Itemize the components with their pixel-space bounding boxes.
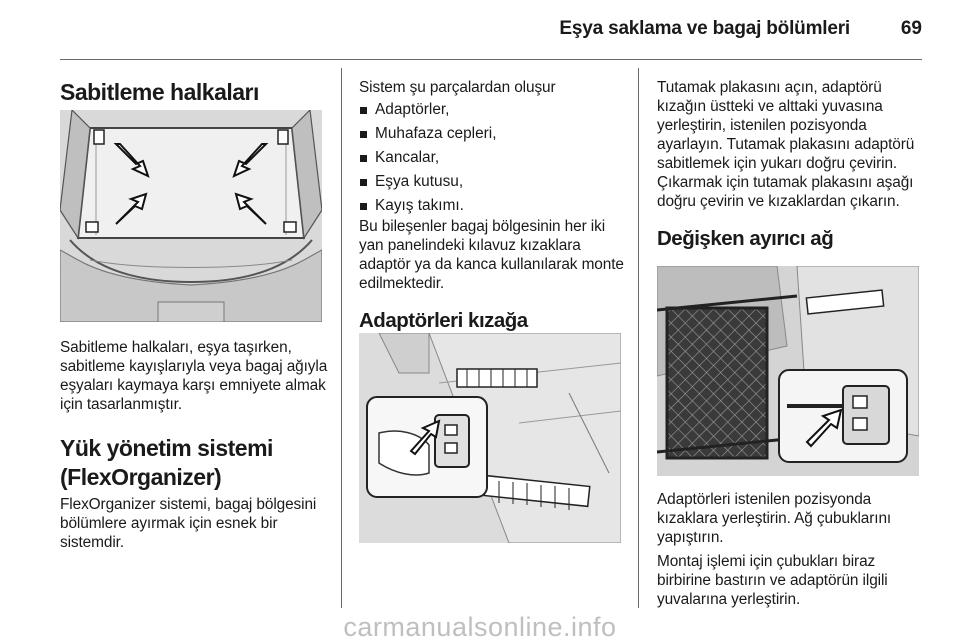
- heading-insert-adapters: Adaptörleri kızağa: [359, 309, 528, 332]
- net-illustration-svg: [657, 266, 919, 476]
- column-3: [657, 78, 923, 252]
- column-1: [60, 78, 328, 107]
- system-parts-intro: Sistem şu parçalardan oluşur: [359, 79, 556, 96]
- heading-tie-down-rings: Sabitleme halkaları: [60, 79, 259, 105]
- column-divider-1: [341, 68, 342, 608]
- page-number: 69: [900, 18, 922, 39]
- list-item: Kayış takımı.: [359, 194, 627, 218]
- adapter-illustration-svg: [359, 333, 621, 543]
- system-parts-list: [359, 98, 627, 218]
- paragraph-tie-down-rings: Sabitleme halkaları, eşya taşırken, sabitleme kayışlarıyla veya bagaj ağıyla eşyaları kaymaya karşı emniyete almak için tasarlanmıştır.: [60, 339, 328, 413]
- header-rule: [60, 59, 922, 60]
- heading-flexorganizer: Yük yönetim sistemi (FlexOrganizer): [60, 435, 273, 490]
- trunk-illustration-svg: [60, 110, 322, 322]
- paragraph-components: Bu bileşenler bagaj bölgesinin her iki yan panelindeki kılavuz kızaklara adaptör ya da kanca kullanılarak monte edilmektedir.: [359, 218, 624, 292]
- divider-net-illustration: [657, 266, 919, 476]
- list-item: Adaptörler,: [359, 98, 627, 122]
- column-divider-2: [638, 68, 639, 608]
- column-3-body: [657, 490, 923, 609]
- column-1-body: [60, 338, 328, 552]
- column-2: [359, 78, 627, 361]
- watermark-text: carmanualsonline.info: [343, 612, 617, 642]
- paragraph-handle-plate: Tutamak plakasını açın, adaptörü kızağın üstteki ve alttaki yuvasına yerleştirin, istenilen pozisyonda ayarlayın. Tutamak plakasını adaptörü sabitlemek için yukarı doğru çevirin. Çıkarmak için tutamak plakasını aşağı doğru çevirin ve kızaklardan çıkarın.: [657, 79, 915, 210]
- page-header-title: Eşya saklama ve bagaj bölümleri: [559, 18, 850, 39]
- list-item: Eşya kutusu,: [359, 170, 627, 194]
- list-item: Muhafaza cepleri,: [359, 122, 627, 146]
- trunk-tie-down-rings-illustration: [60, 110, 322, 322]
- heading-variable-divider-net: Değişken ayırıcı ağ: [657, 227, 834, 250]
- paragraph-mount-rods: Montaj işlemi için çubukları biraz birbirine bastırın ve adaptörün ilgili yuvalarına yerleştirin.: [657, 553, 888, 608]
- paragraph-insert-adapters-net: Adaptörleri istenilen pozisyonda kızaklara yerleştirin. Ağ çubuklarını yapıştırın.: [657, 491, 892, 546]
- paragraph-flexorganizer: FlexOrganizer sistemi, bagaj bölgesini bölümlere ayırmak için esnek bir sistemdir.: [60, 496, 317, 551]
- list-item: Kancalar,: [359, 146, 627, 170]
- adapter-rail-illustration: [359, 333, 621, 543]
